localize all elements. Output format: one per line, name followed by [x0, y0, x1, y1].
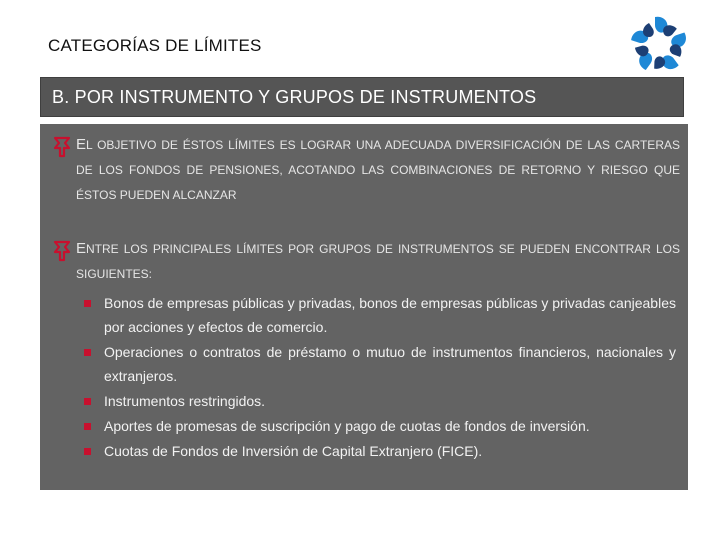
section-subtitle: B. POR INSTRUMENTO Y GRUPOS DE INSTRUMENTOS [52, 87, 537, 107]
content-panel [40, 124, 688, 490]
list-item [82, 389, 676, 413]
square-bullet-icon [84, 300, 91, 307]
list-item [82, 414, 676, 438]
paragraph-intro [48, 236, 680, 287]
list-item-text: Aportes de promesas de suscripción y pago de cuotas de fondos de inversión. [104, 418, 590, 434]
list-item [82, 340, 676, 388]
cross-bullet-icon [52, 136, 72, 158]
list-item-text: Instrumentos restringidos. [104, 393, 266, 409]
list-item-text: Operaciones o contratos de préstamo o mutuo de instrumentos financieros, nacionales y extranjeros. [104, 344, 676, 384]
paragraph-text: EL OBJETIVO DE ÉSTOS LÍMITES ES LOGRAR UNA ADECUADA DIVERSIFICACIÓN DE LAS CARTERAS DE LOS FONDOS DE PENSIONES, ACOTANDO LAS COMBINACIONES DE RETORNO Y RIESGO QUE ÉSTOS PUEDEN ALCANZAR [76, 136, 680, 202]
slide-title: CATEGORÍAS DE LÍMITES [48, 36, 262, 55]
list-item-text: Cuotas de Fondos de Inversión de Capital Extranjero (FICE). [104, 443, 483, 459]
square-bullet-icon [84, 398, 91, 405]
star-of-hands-logo [628, 14, 690, 76]
cross-bullet-icon [52, 240, 72, 262]
list-item-text: Bonos de empresas públicas y privadas, bonos de empresas públicas y privadas canjeables por acciones y efectos de comercio. [104, 295, 676, 335]
square-bullet-icon [84, 423, 91, 430]
subtitle-bar [40, 77, 684, 117]
paragraph-text: ENTRE LOS PRINCIPALES LÍMITES POR GRUPOS DE INSTRUMENTOS SE PUEDEN ENCONTRAR LOS SIGUIENTES: [76, 240, 680, 281]
square-bullet-icon [84, 349, 91, 356]
paragraph-objective [48, 132, 680, 208]
list-item [82, 291, 676, 339]
list-item [82, 439, 676, 463]
instrument-list [82, 291, 676, 464]
square-bullet-icon [84, 448, 91, 455]
